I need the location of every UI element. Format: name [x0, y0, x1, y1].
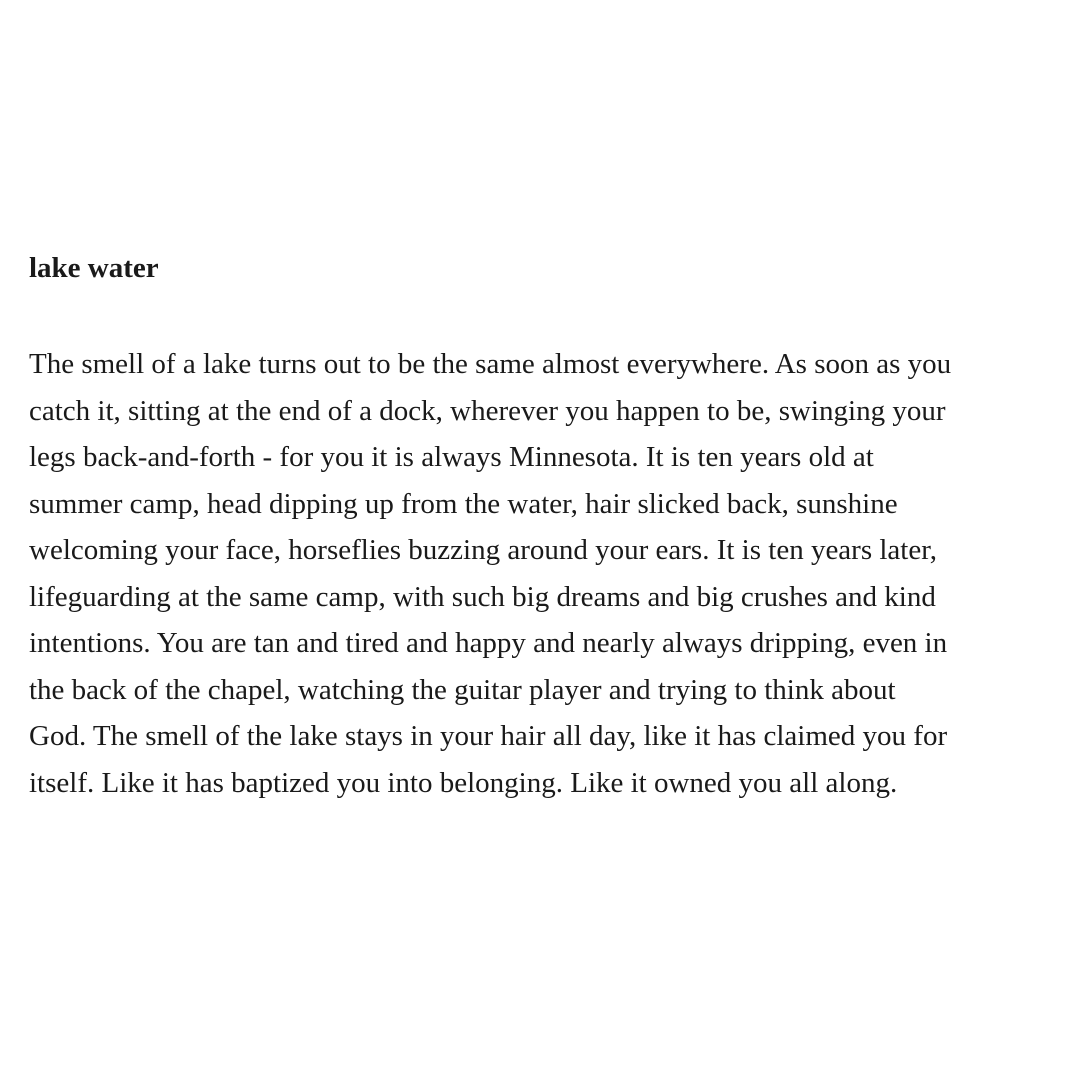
body-line: catch it, sitting at the end of a dock, wherever you happen to be, swinging your: [29, 394, 946, 427]
body-line: intentions. You are tan and tired and happy and nearly always dripping, even in: [29, 627, 948, 659]
body-line: legs back-and-forth - for you it is always Minnesota. It is ten years old at: [29, 441, 874, 473]
body-line: The smell of a lake turns out to be the same almost everywhere. As soon as you: [29, 348, 952, 380]
body-line: God. The smell of the lake stays in your hair all day, like it has claimed you for: [29, 720, 948, 752]
body-line: itself. Like it has baptized you into belonging. Like it owned you all along.: [29, 766, 898, 799]
body-line: lifeguarding at the same camp, with such big dreams and big crushes and kind: [29, 580, 936, 613]
body-line: welcoming your face, horseflies buzzing around your ears. It is ten years later,: [29, 534, 937, 566]
page-title: lake water: [29, 252, 159, 284]
body-line: summer camp, head dipping up from the water, hair slicked back, sunshine: [29, 487, 898, 520]
body-line: the back of the chapel, watching the guitar player and trying to think about: [29, 673, 896, 706]
body-text: [29, 341, 1074, 806]
